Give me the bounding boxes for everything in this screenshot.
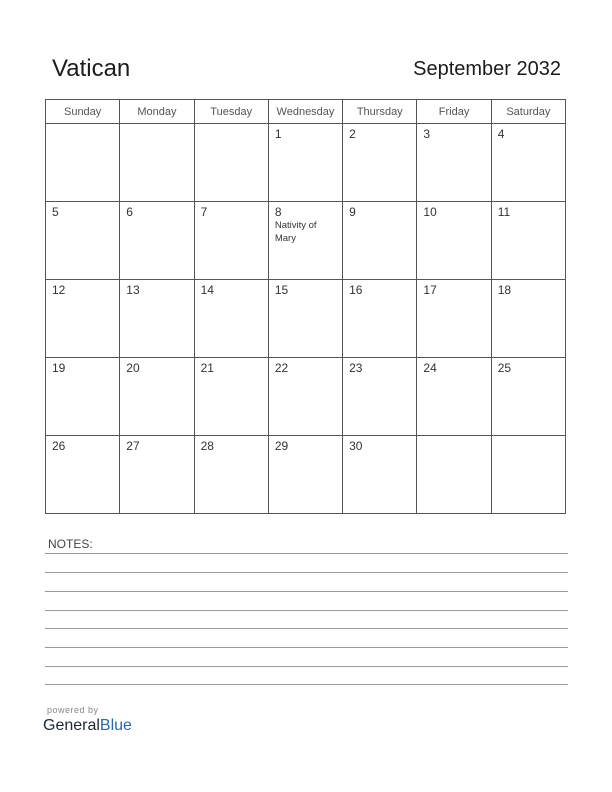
day-number: 6 [126,205,133,219]
day-number: 12 [52,283,66,297]
day-cell [120,280,194,358]
day-number: 25 [497,361,512,375]
day-cell [268,280,342,358]
day-cell [46,124,120,202]
day-number: 3 [423,127,431,141]
day-cell [417,358,491,436]
day-cell [120,124,194,202]
day-number: 10 [423,205,437,219]
brand-blue: Blue [99,717,132,734]
day-cell [491,436,565,514]
notes-line [45,572,568,573]
day-number: 28 [200,439,214,453]
weekday-header-monday: Monday [120,100,194,124]
weekday-header-friday: Friday [417,100,491,124]
day-number: 15 [274,283,289,297]
day-cell [194,124,268,202]
day-cell [194,436,268,514]
day-cell [417,124,491,202]
week-row [46,202,566,280]
day-cell [268,436,342,514]
day-number: 5 [52,205,59,219]
day-number: 9 [349,205,356,219]
day-number: 8 [274,205,282,219]
day-number: 27 [126,439,140,453]
weekday-header-sunday: Sunday [46,100,120,124]
day-cell [120,436,194,514]
day-number: 22 [274,361,289,375]
country-title: Vatican [52,55,131,82]
calendar-grid [45,99,566,514]
week-row [46,358,566,436]
day-cell [417,280,491,358]
day-cell [46,358,120,436]
weekday-header-thursday: Thursday [343,100,417,124]
notes-line [45,610,568,611]
day-cell [343,358,417,436]
day-cell [46,436,120,514]
week-row [46,436,566,514]
month-year-title: September 2032 [413,58,561,80]
day-cell [120,202,194,280]
day-cell [491,280,565,358]
day-number: 7 [200,205,208,219]
day-cell [268,202,342,280]
day-cell [120,358,194,436]
day-cell [491,358,565,436]
day-cell [417,436,491,514]
day-cell [194,202,268,280]
day-cell [343,202,417,280]
notes-line [45,628,568,629]
day-number: 26 [52,439,66,453]
day-number: 19 [52,361,66,375]
day-number: 16 [349,283,363,297]
day-cell [343,436,417,514]
day-cell [491,202,565,280]
notes-line [45,647,568,648]
weekday-header-row [46,100,566,124]
day-number: 14 [200,283,214,297]
day-number: 24 [423,361,437,375]
notes-line [45,553,568,554]
holiday-label: Nativity of [274,220,317,231]
day-number: 21 [200,361,214,375]
notes-label: NOTES: [48,537,93,551]
day-number: 29 [274,439,289,453]
weekday-header-tuesday: Tuesday [194,100,268,124]
day-cell [343,280,417,358]
holiday-label: Mary [274,233,296,244]
weekday-header-saturday: Saturday [491,100,565,124]
day-number: 23 [349,361,363,375]
weekday-header-wednesday: Wednesday [268,100,342,124]
week-row [46,280,566,358]
day-number: 11 [497,205,511,219]
day-cell [194,280,268,358]
day-cell [46,280,120,358]
day-number: 2 [349,127,356,141]
day-number: 30 [349,439,363,453]
powered-by-text: powered by [47,705,99,715]
day-number: 4 [497,127,505,141]
day-number: 20 [126,361,140,375]
day-cell [343,124,417,202]
day-cell [491,124,565,202]
week-row [46,124,566,202]
day-cell [268,124,342,202]
day-cell [417,202,491,280]
brand-general: General [43,717,100,734]
day-number: 13 [126,283,140,297]
day-cell [268,358,342,436]
notes-line [45,591,568,592]
day-number: 18 [497,283,512,297]
day-number: 1 [274,127,282,141]
notes-line [45,666,568,667]
day-cell [46,202,120,280]
day-cell [194,358,268,436]
day-number: 17 [423,283,437,297]
brand-logo [43,717,132,735]
notes-line [45,684,568,685]
